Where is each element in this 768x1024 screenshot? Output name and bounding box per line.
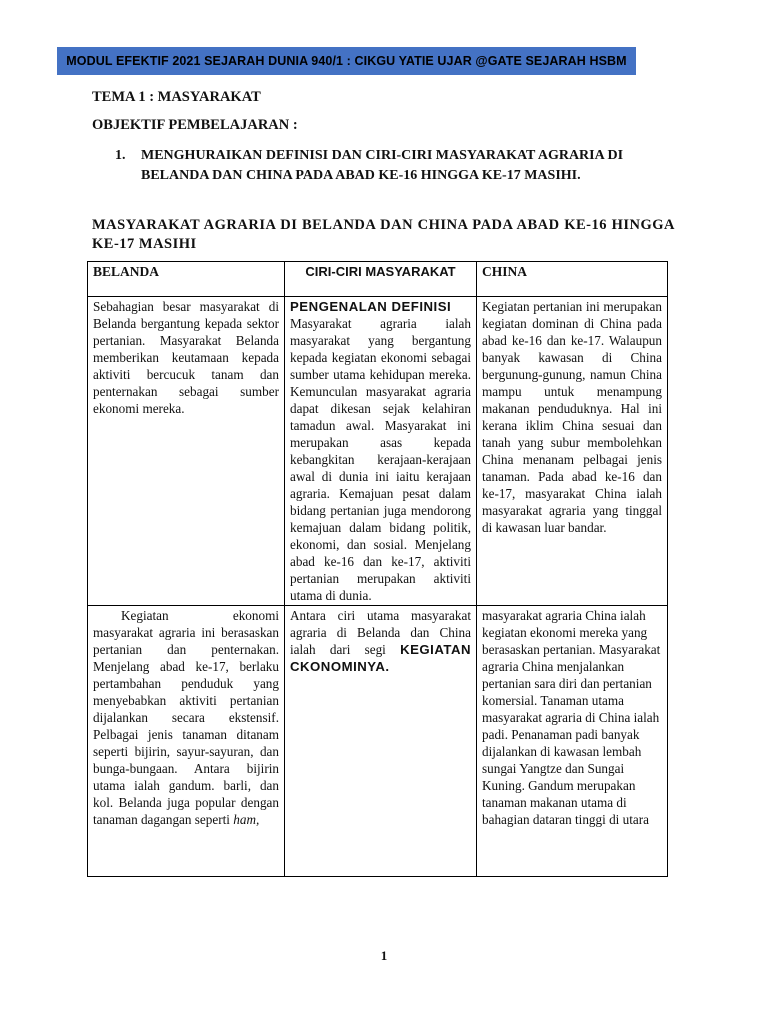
row2-belanda-cell bbox=[88, 606, 285, 877]
header-belanda: BELANDA bbox=[88, 262, 285, 297]
table-row bbox=[88, 606, 668, 877]
page-number: 1 bbox=[380, 948, 388, 963]
module-banner: MODUL EFEKTIF 2021 SEJARAH DUNIA 940/1 : CIKGU YATIE UJAR @GATE SEJARAH HSBM bbox=[57, 47, 636, 75]
objektif-item-number: 1. bbox=[115, 148, 126, 163]
row2-china-cell: masyarakat agraria China ialah kegiatan ekonomi mereka yang berasaskan pertanian. Masyarakat agraria China menjalankan pertanian sara diri dan pertanian komersial. Tanaman utama masyarakat agraria di China ialah padi. Penanaman padi banyak dijalankan di kawasan lembah sungai Yangtze dan Sungai Kuning. Gandum merupakan tanaman makanan utama di bahagian dataran tinggi di utara bbox=[477, 606, 668, 877]
objektif-list-item bbox=[115, 146, 675, 186]
definisi-text: Masyarakat agraria ialah masyarakat yang bergantung kepada kegiatan ekonomi sebagai sumber utama kehidupan mereka. Kemunculan masyarakat agraria dapat dikesan sejak kelahiran tamadun awal. Masyarakat ini merupakan asas kepada kebangkitan kerajaan-kerajaan awal di dunia ini iaitu kerajaan agraria. Kemajuan pesat dalam bidang pertanian juga mendorong kemajuan dalam bidang politik, ekonomi, dan sosial. Menjelang abad ke-16 dan ke-17, aktiviti pertanian merupakan aktiviti utama di dunia. bbox=[290, 316, 471, 603]
row1-china-cell: Kegiatan pertanian ini merupakan kegiatan dominan di China pada abad ke-16 dan ke-17. Walaupun banyak kawasan di China bergunung-gunung, namun China mampu untuk menampung makanan penduduknya. Hal ini kerana iklim China sesuai dan tanah yang subur membolehkan China menanam pelbagai jenis tanaman. Pada abad ke-16 dan ke-17, masyarakat China ialah masyarakat agraria yang tinggal di kawasan luar bandar. bbox=[477, 297, 668, 606]
kegiatan-ekonomi-label: KEGIATAN CKONOMINYA. bbox=[290, 642, 471, 674]
table-header-row bbox=[88, 262, 668, 297]
ciri-kegiatan-text: Antara ciri utama masyarakat agraria di Belanda dan China ialah dari segi bbox=[290, 608, 471, 657]
belanda-ekonomi-text: Kegiatan ekonomi masyarakat agraria ini berasaskan pertanian dan penternakan. Menjelang abad ke-17, berlaku pertambahan penduduk yang menyebabkan aktiviti pertanian dijalankan secara ekstensif. Pelbagai jenis tanaman ditanam seperti bijirin, sayur-sayuran, dan bunga-bungaan. Antara bijirin utama ialah gandum. barli, dan kol. Belanda juga popular dengan tanaman dagangan seperti bbox=[93, 608, 279, 827]
header-ciri-ciri: CIRI-CIRI MASYARAKAT bbox=[285, 262, 477, 297]
section-title: MASYARAKAT AGRARIA DI BELANDA DAN CHINA PADA ABAD KE-16 HINGGA KE-17 MASIHI bbox=[92, 217, 675, 252]
tema-heading: TEMA 1 : MASYARAKAT bbox=[92, 89, 261, 105]
comparison-table bbox=[87, 261, 668, 877]
table-row bbox=[88, 297, 668, 606]
pengenalan-definisi-label: PENGENALAN DEFINISI bbox=[290, 299, 452, 314]
belanda-italic-text: ham, bbox=[233, 812, 260, 827]
row2-ciri-cell bbox=[285, 606, 477, 877]
objektif-heading: OBJEKTIF PEMBELAJARAN : bbox=[92, 117, 298, 133]
header-china: CHINA bbox=[477, 262, 668, 297]
row1-belanda-cell: Sebahagian besar masyarakat di Belanda bergantung kepada sektor pertanian. Masyarakat Belanda memberikan keutamaan kepada aktiviti bercucuk tanam dan penternakan sebagai sumber ekonomi mereka. bbox=[88, 297, 285, 606]
row1-ciri-cell bbox=[285, 297, 477, 606]
objektif-item-text: MENGHURAIKAN DEFINISI DAN CIRI-CIRI MASYARAKAT AGRARIA DI BELANDA DAN CHINA PADA ABAD KE-16 HINGGA KE-17 MASIHI. bbox=[141, 148, 624, 183]
